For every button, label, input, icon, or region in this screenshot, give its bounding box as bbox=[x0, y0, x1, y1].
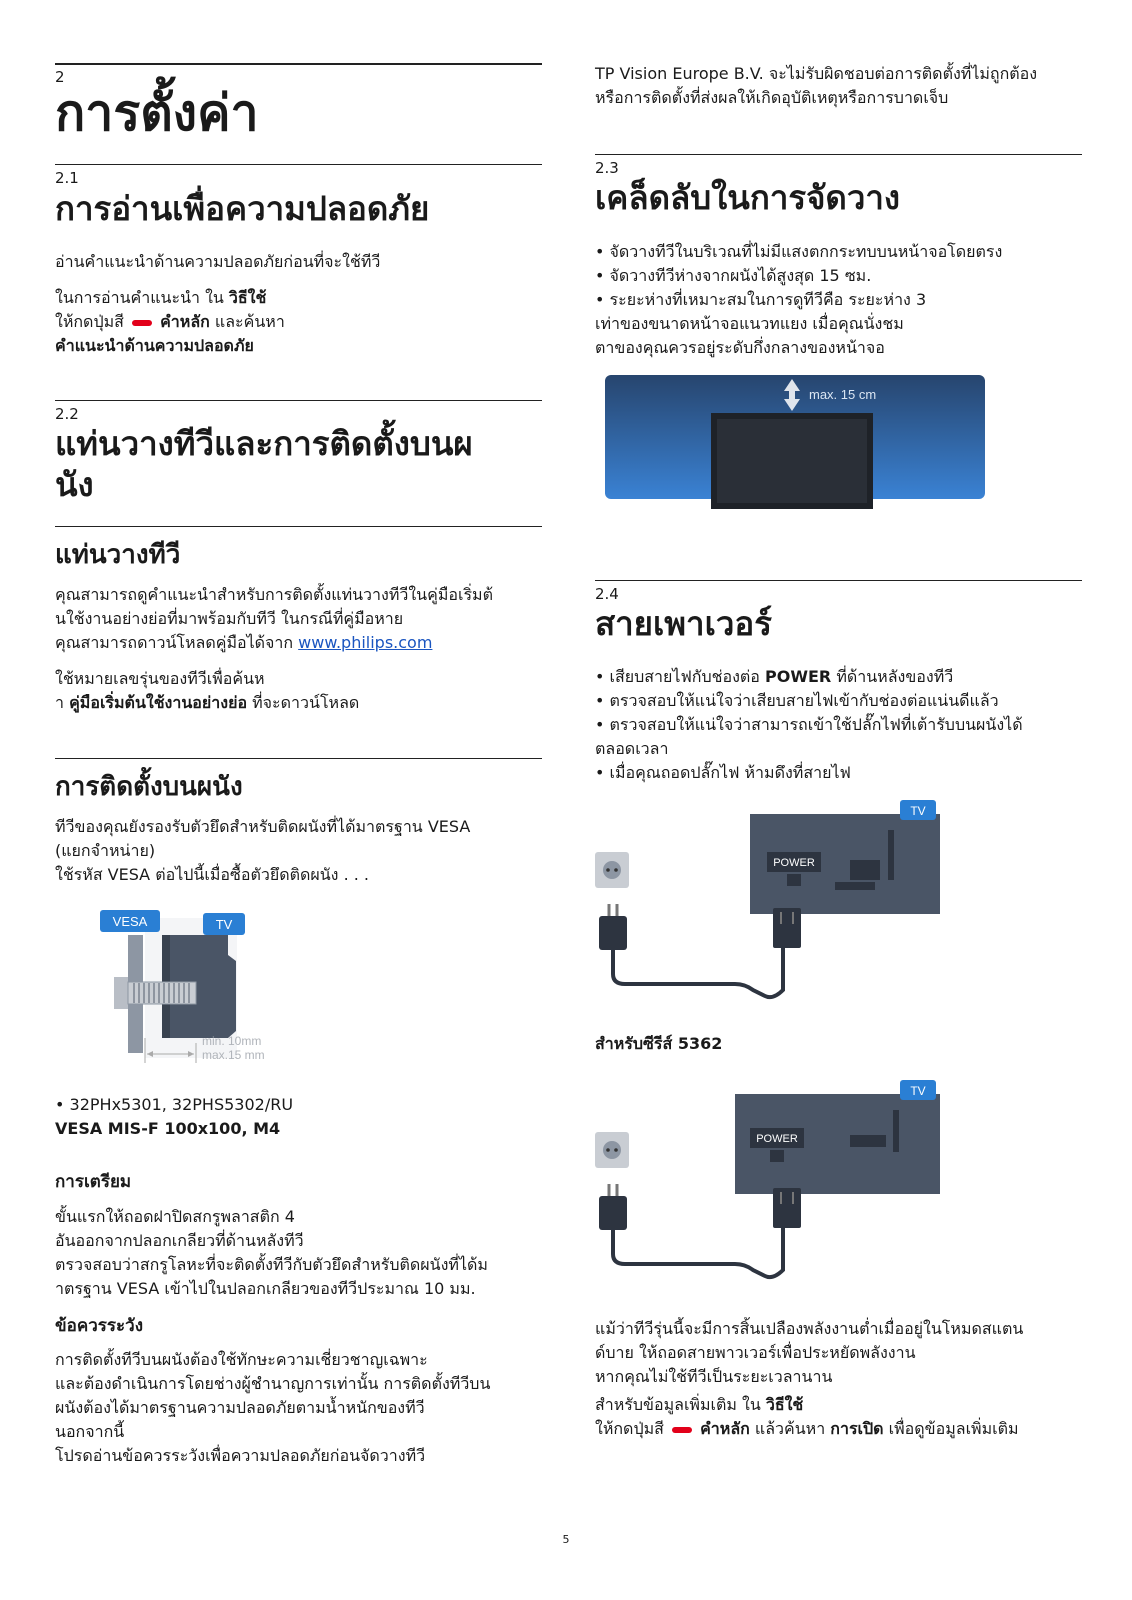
max-label: max.15 mm bbox=[202, 1048, 265, 1062]
power-port-icon bbox=[770, 1150, 784, 1162]
paragraph: คุณสามารถดูคำแนะนำสำหรับการติดตั้งแท่นวางทีวีในคู่มือเริ่มต้ นใช้งานอย่างย่อที่มาพร้อมกับทีวี ในกรณีที่คู่มือหาย คุณสามารถดาวน์โหลดคู่มือได้จาก www.philips.com bbox=[55, 585, 493, 652]
vesa-code: VESA MIS-F 100x100, M4 bbox=[55, 1119, 281, 1138]
paragraph: คำแนะนำด้านความปลอดภัย bbox=[55, 336, 254, 355]
paragraph: อ่านคำแนะนำด้านความปลอดภัยก่อนที่จะใช้ทีวี bbox=[55, 252, 381, 271]
tv-label: TV bbox=[215, 917, 233, 932]
subsection-title: การติดตั้งบนผนัง bbox=[55, 772, 243, 802]
paragraph: ให้กดปุ่มสี คำหลัก และค้นหา bbox=[55, 312, 285, 331]
red-key-icon bbox=[132, 320, 152, 326]
keyword-term: คำหลัก bbox=[160, 312, 210, 331]
svg-text:POWER: POWER bbox=[756, 1133, 798, 1145]
paragraph: TP Vision Europe B.V. จะไม่รับผิดชอบต่อการติดตั้งที่ไม่ถูกต้อง หรือการติดตั้งที่ส่งผลให้เกิดอุบัติเหตุหรือการบาดเจ็บ bbox=[595, 64, 1038, 107]
svg-text:POWER: POWER bbox=[773, 857, 815, 869]
section-number: 2.4 bbox=[595, 585, 619, 603]
power-port-icon bbox=[787, 874, 801, 886]
page-number: 5 bbox=[562, 1533, 570, 1546]
section-rule bbox=[595, 580, 1082, 581]
min-label: min. 10mm bbox=[202, 1034, 262, 1048]
bullet-list: • เสียบสายไฟกับช่องต่อ POWER ที่ด้านหลังของทีวี • ตรวจสอบให้แน่ใจว่าเสียบสายไฟเข้ากับช่องต่อแน่นดีแล้ว • ตรวจสอบให้แน่ใจว่าสามารถเข้าใช้ปลั๊กไฟที่เต้ารับบนผนังได้ ตลอดเวลา • เมื่อคุณถอดปลั๊กไฟ ห้ามดึงที่สายไฟ bbox=[595, 667, 1023, 782]
vesa-diagram bbox=[100, 903, 360, 1083]
section-rule bbox=[595, 154, 1082, 155]
help-term: วิธีใช้ bbox=[765, 1395, 804, 1414]
paragraph: ในการอ่านคำแนะนำ ใน วิธีใช้ bbox=[55, 288, 267, 307]
section-title: เคล็ดลับในการจัดวาง bbox=[595, 178, 901, 217]
paragraph: ขั้นแรกให้ถอดฝาปิดสกรูพลาสติก 4 อันออกจากปลอกเกลียวที่ด้านหลังทีวี ตรวจสอบว่าสกรูโลหะที่จะติดตั้งทีวีกับตัวยึดสำหรับติดผนังที่ได้ม าตรฐาน VESA เข้าไปในปลอกเกลียวของทีวีประมาณ 10 มม. bbox=[55, 1207, 488, 1298]
section-number: 2.1 bbox=[55, 169, 79, 187]
power-diagram bbox=[595, 800, 955, 1020]
vesa-label: VESA bbox=[112, 914, 148, 929]
philips-link[interactable]: www.philips.com bbox=[298, 633, 433, 652]
section-number: 2.3 bbox=[595, 159, 619, 177]
section-rule bbox=[55, 164, 542, 165]
chapter-rule bbox=[55, 63, 542, 65]
chapter-title: การตั้งค่า bbox=[55, 84, 259, 142]
section-title: แท่นวางทีวีและการติดตั้งบนผ นัง bbox=[55, 424, 473, 505]
models-list: • 32PHx5301, 32PHS5302/RU bbox=[55, 1095, 294, 1114]
power-plug-icon bbox=[599, 1196, 627, 1230]
power-plug-icon bbox=[599, 916, 627, 950]
chapter-number: 2 bbox=[55, 68, 65, 86]
subsub-title: ข้อควรระวัง bbox=[55, 1316, 143, 1336]
subsub-title: การเตรียม bbox=[55, 1172, 132, 1192]
section-title: การอ่านเพื่อความปลอดภัย bbox=[55, 189, 430, 228]
paragraph: แม้ว่าทีวีรุ่นนี้จะมีการสิ้นเปลืองพลังงานต่ำเมื่ออยู่ในโหมดสแตน ด์บาย ให้ถอดสายพาวเวอร์เพื่อประหยัดพลังงาน หากคุณไม่ใช้ทีวีเป็นระยะเวลานาน bbox=[595, 1319, 1024, 1386]
power-cable-connector-icon bbox=[773, 908, 801, 948]
power-diagram-5362 bbox=[595, 1080, 955, 1300]
power-cable-connector-icon bbox=[773, 1188, 801, 1228]
paragraph: ใช้หมายเลขรุ่นของทีวีเพื่อค้นห า คู่มือเริ่มต้นใช้งานอย่างย่อ ที่จะดาวน์โหลด bbox=[55, 669, 360, 712]
bullet-list: • จัดวางทีวีในบริเวณที่ไม่มีแสงตกกระทบบนหน้าจอโดยตรง • จัดวางทีวีห่างจากผนังได้สูงสุด 15 ซม. • ระยะห่างที่เหมาะสมในการดูทีวีคือ ระยะห่าง 3 เท่าของขนาดหน้าจอแนวทแยง เมื่อคุณนั่งชม ตาของคุณควรอยู่ระดับกึ่งกลางของหน้าจอ bbox=[595, 242, 1003, 357]
help-term: วิธีใช้ bbox=[228, 288, 267, 307]
paragraph: ทีวีของคุณยังรองรับตัวยึดสำหรับติดผนังที่ได้มาตรฐาน VESA (แยกจำหน่าย) ใช้รหัส VESA ต่อไปนี้เมื่อซื้อตัวยึดติดผนัง . . . bbox=[55, 817, 471, 884]
placement-diagram bbox=[605, 375, 985, 515]
section-number: 2.2 bbox=[55, 405, 79, 423]
screw-icon bbox=[128, 982, 196, 1004]
subsection-rule bbox=[55, 526, 542, 527]
subsection-rule bbox=[55, 758, 542, 759]
svg-text:TV: TV bbox=[910, 804, 926, 818]
paragraph: สำหรับข้อมูลเพิ่มเติม ใน วิธีใช้ ให้กดปุ่มสี คำหลัก แล้วค้นหา การเปิด เพื่อดูข้อมูลเพิ่มเติม bbox=[595, 1395, 1019, 1438]
paragraph: การติดตั้งทีวีบนผนังต้องใช้ทักษะความเชี่ยวชาญเฉพาะ และต้องดำเนินการโดยช่างผู้ชำนาญการเท่านั้น การติดตั้งทีวีบน ผนังต้องได้มาตรฐานความปลอดภัยตามน้ำหนักของทีวี นอกจากนี้ โปรดอ่านข้อควรระวังเพื่อความปลอดภัยก่อนจัดวางทีวี bbox=[55, 1350, 491, 1465]
svg-text:TV: TV bbox=[910, 1084, 926, 1098]
red-key-icon bbox=[672, 1427, 692, 1433]
section-rule bbox=[55, 400, 542, 401]
subsection-title: แท่นวางทีวี bbox=[55, 540, 181, 570]
series-label: สำหรับซีรีส์ 5362 bbox=[595, 1034, 723, 1053]
section-title: สายเพาเวอร์ bbox=[595, 604, 772, 643]
max-distance-label: max. 15 cm bbox=[809, 387, 877, 402]
